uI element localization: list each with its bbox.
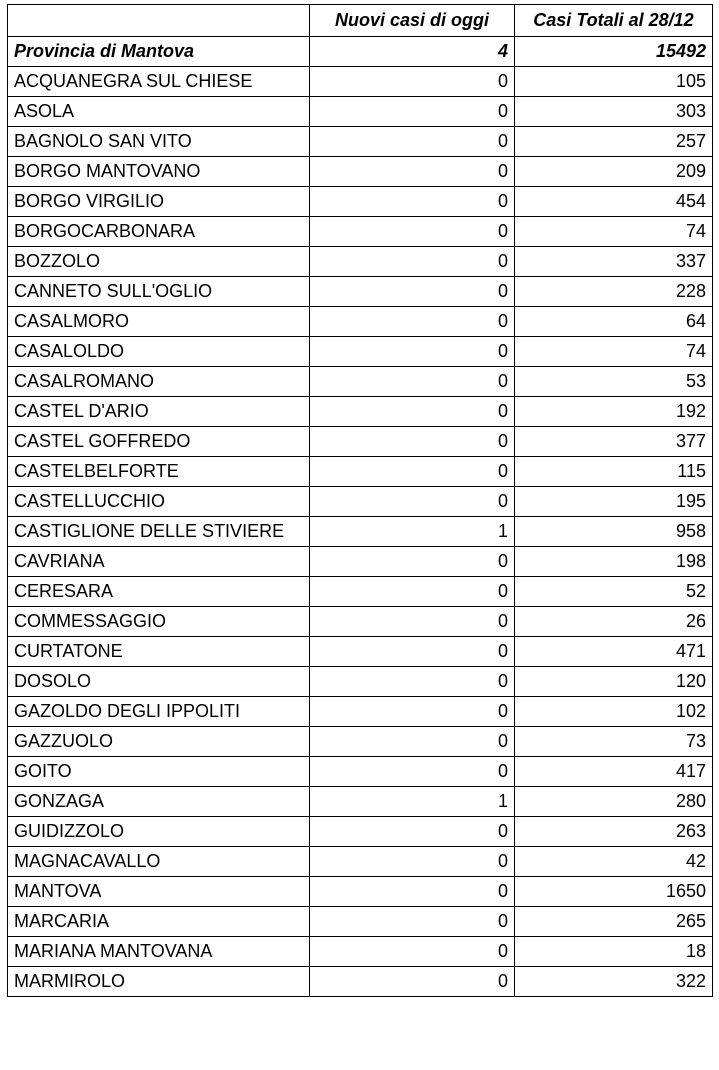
cases-table-container bbox=[7, 4, 713, 997]
total-cases-cell: 263 bbox=[515, 817, 713, 847]
municipality-name: BORGO VIRGILIO bbox=[8, 187, 310, 217]
total-cases-cell: 53 bbox=[515, 367, 713, 397]
province-name: Provincia di Mantova bbox=[8, 37, 310, 67]
new-cases-cell: 0 bbox=[310, 367, 515, 397]
table-row bbox=[8, 187, 713, 217]
municipality-name: CAVRIANA bbox=[8, 547, 310, 577]
table-row bbox=[8, 907, 713, 937]
municipality-name: GOITO bbox=[8, 757, 310, 787]
header-total-cases: Casi Totali al 28/12 bbox=[515, 5, 713, 37]
table-row bbox=[8, 337, 713, 367]
new-cases-cell: 1 bbox=[310, 517, 515, 547]
municipality-name: CASTIGLIONE DELLE STIVIERE bbox=[8, 517, 310, 547]
new-cases-cell: 0 bbox=[310, 277, 515, 307]
new-cases-cell: 0 bbox=[310, 667, 515, 697]
total-cases-cell: 209 bbox=[515, 157, 713, 187]
municipality-name: ASOLA bbox=[8, 97, 310, 127]
new-cases-cell: 0 bbox=[310, 457, 515, 487]
header-row bbox=[8, 5, 713, 37]
header-new-cases: Nuovi casi di oggi bbox=[310, 5, 515, 37]
total-cases-cell: 18 bbox=[515, 937, 713, 967]
new-cases-cell: 0 bbox=[310, 847, 515, 877]
municipality-name: ACQUANEGRA SUL CHIESE bbox=[8, 67, 310, 97]
new-cases-cell: 0 bbox=[310, 127, 515, 157]
municipality-name: COMMESSAGGIO bbox=[8, 607, 310, 637]
municipality-name: CANNETO SULL'OGLIO bbox=[8, 277, 310, 307]
new-cases-cell: 0 bbox=[310, 97, 515, 127]
total-cases-cell: 115 bbox=[515, 457, 713, 487]
table-row bbox=[8, 247, 713, 277]
new-cases-cell: 1 bbox=[310, 787, 515, 817]
new-cases-cell: 0 bbox=[310, 397, 515, 427]
table-row bbox=[8, 697, 713, 727]
total-cases-cell: 26 bbox=[515, 607, 713, 637]
table-row bbox=[8, 757, 713, 787]
total-cases-cell: 377 bbox=[515, 427, 713, 457]
table-row bbox=[8, 937, 713, 967]
municipality-name: MARMIROLO bbox=[8, 967, 310, 997]
new-cases-cell: 0 bbox=[310, 907, 515, 937]
new-cases-cell: 0 bbox=[310, 697, 515, 727]
table-row bbox=[8, 397, 713, 427]
total-cases-cell: 52 bbox=[515, 577, 713, 607]
table-row bbox=[8, 307, 713, 337]
municipality-name: MANTOVA bbox=[8, 877, 310, 907]
municipality-name: GAZOLDO DEGLI IPPOLITI bbox=[8, 697, 310, 727]
new-cases-cell: 0 bbox=[310, 607, 515, 637]
header-municipality bbox=[8, 5, 310, 37]
total-cases-cell: 102 bbox=[515, 697, 713, 727]
new-cases-cell: 0 bbox=[310, 217, 515, 247]
municipality-name: BORGO MANTOVANO bbox=[8, 157, 310, 187]
total-cases-cell: 120 bbox=[515, 667, 713, 697]
province-total-cases: 15492 bbox=[515, 37, 713, 67]
table-row bbox=[8, 517, 713, 547]
municipality-name: CASTELLUCCHIO bbox=[8, 487, 310, 517]
new-cases-cell: 0 bbox=[310, 247, 515, 277]
new-cases-cell: 0 bbox=[310, 67, 515, 97]
table-row bbox=[8, 577, 713, 607]
table-row bbox=[8, 127, 713, 157]
new-cases-cell: 0 bbox=[310, 157, 515, 187]
new-cases-cell: 0 bbox=[310, 487, 515, 517]
municipality-name: CASALOLDO bbox=[8, 337, 310, 367]
total-cases-cell: 105 bbox=[515, 67, 713, 97]
new-cases-cell: 0 bbox=[310, 547, 515, 577]
table-row bbox=[8, 727, 713, 757]
new-cases-cell: 0 bbox=[310, 307, 515, 337]
total-cases-cell: 471 bbox=[515, 637, 713, 667]
province-row bbox=[8, 37, 713, 67]
total-cases-cell: 74 bbox=[515, 337, 713, 367]
total-cases-cell: 454 bbox=[515, 187, 713, 217]
total-cases-cell: 417 bbox=[515, 757, 713, 787]
table-row bbox=[8, 607, 713, 637]
table-row bbox=[8, 217, 713, 247]
new-cases-cell: 0 bbox=[310, 967, 515, 997]
new-cases-cell: 0 bbox=[310, 637, 515, 667]
table-row bbox=[8, 157, 713, 187]
table-row bbox=[8, 967, 713, 997]
new-cases-cell: 0 bbox=[310, 937, 515, 967]
municipality-name: GAZZUOLO bbox=[8, 727, 310, 757]
municipality-name: CASALMORO bbox=[8, 307, 310, 337]
new-cases-cell: 0 bbox=[310, 817, 515, 847]
new-cases-cell: 0 bbox=[310, 187, 515, 217]
municipality-name: DOSOLO bbox=[8, 667, 310, 697]
new-cases-cell: 0 bbox=[310, 727, 515, 757]
municipality-name: CASTEL GOFFREDO bbox=[8, 427, 310, 457]
province-new-cases: 4 bbox=[310, 37, 515, 67]
table-row bbox=[8, 817, 713, 847]
table-row bbox=[8, 847, 713, 877]
table-row bbox=[8, 667, 713, 697]
municipality-name: GUIDIZZOLO bbox=[8, 817, 310, 847]
new-cases-cell: 0 bbox=[310, 577, 515, 607]
table-row bbox=[8, 97, 713, 127]
table-row bbox=[8, 277, 713, 307]
municipality-name: MARIANA MANTOVANA bbox=[8, 937, 310, 967]
municipality-name: CERESARA bbox=[8, 577, 310, 607]
table-row bbox=[8, 547, 713, 577]
municipality-name: GONZAGA bbox=[8, 787, 310, 817]
municipality-name: BORGOCARBONARA bbox=[8, 217, 310, 247]
new-cases-cell: 0 bbox=[310, 337, 515, 367]
municipality-name: MARCARIA bbox=[8, 907, 310, 937]
total-cases-cell: 192 bbox=[515, 397, 713, 427]
municipality-name: CURTATONE bbox=[8, 637, 310, 667]
new-cases-cell: 0 bbox=[310, 757, 515, 787]
table-row bbox=[8, 877, 713, 907]
total-cases-cell: 303 bbox=[515, 97, 713, 127]
total-cases-cell: 257 bbox=[515, 127, 713, 157]
table-row bbox=[8, 637, 713, 667]
new-cases-cell: 0 bbox=[310, 877, 515, 907]
total-cases-cell: 337 bbox=[515, 247, 713, 277]
total-cases-cell: 195 bbox=[515, 487, 713, 517]
total-cases-cell: 322 bbox=[515, 967, 713, 997]
total-cases-cell: 198 bbox=[515, 547, 713, 577]
total-cases-cell: 73 bbox=[515, 727, 713, 757]
municipality-name: BAGNOLO SAN VITO bbox=[8, 127, 310, 157]
table-row bbox=[8, 67, 713, 97]
total-cases-cell: 74 bbox=[515, 217, 713, 247]
total-cases-cell: 228 bbox=[515, 277, 713, 307]
municipality-name: BOZZOLO bbox=[8, 247, 310, 277]
table-row bbox=[8, 487, 713, 517]
municipality-name: CASTEL D'ARIO bbox=[8, 397, 310, 427]
total-cases-cell: 958 bbox=[515, 517, 713, 547]
table-row bbox=[8, 367, 713, 397]
total-cases-cell: 280 bbox=[515, 787, 713, 817]
total-cases-cell: 64 bbox=[515, 307, 713, 337]
total-cases-cell: 265 bbox=[515, 907, 713, 937]
total-cases-cell: 1650 bbox=[515, 877, 713, 907]
cases-table bbox=[7, 4, 713, 997]
municipality-name: CASALROMANO bbox=[8, 367, 310, 397]
table-row bbox=[8, 457, 713, 487]
municipality-name: MAGNACAVALLO bbox=[8, 847, 310, 877]
new-cases-cell: 0 bbox=[310, 427, 515, 457]
total-cases-cell: 42 bbox=[515, 847, 713, 877]
table-row bbox=[8, 787, 713, 817]
municipality-name: CASTELBELFORTE bbox=[8, 457, 310, 487]
table-row bbox=[8, 427, 713, 457]
